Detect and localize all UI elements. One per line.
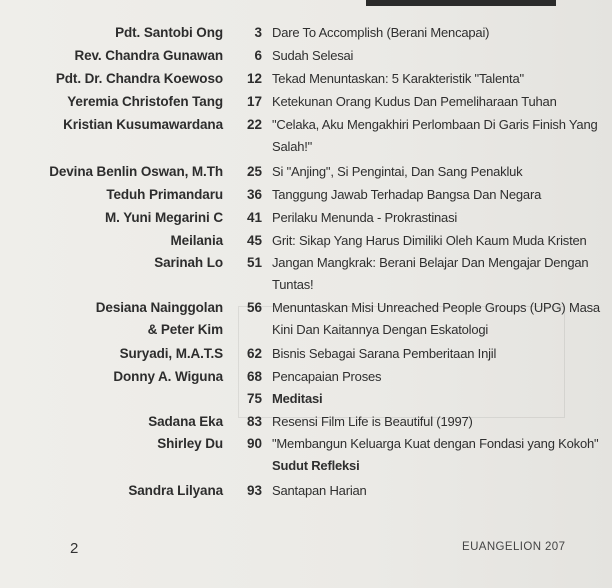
entry-page-number: 56	[246, 300, 262, 315]
entry-title: Tekad Menuntaskan: 5 Karakteristik "Talenta"	[272, 71, 524, 86]
entry-page-number: 93	[246, 483, 262, 498]
entry-title: "Membangun Keluarga Kuat dengan Fondasi yang Kokoh"	[272, 436, 599, 451]
toc-entry	[0, 230, 612, 252]
toc-entry	[0, 433, 612, 477]
toc-entry	[0, 388, 612, 410]
entry-page-number: 12	[246, 71, 262, 86]
entry-title-continued: Tuntas!	[272, 277, 314, 292]
entry-author: Kristian Kusumawardana	[63, 117, 223, 132]
entry-author: Rev. Chandra Gunawan	[74, 48, 223, 63]
entry-author: Teduh Primandaru	[106, 187, 223, 202]
entry-author: Sarinah Lo	[154, 255, 223, 270]
toc-entry	[0, 114, 612, 158]
entry-title: "Celaka, Aku Mengakhiri Perlombaan Di Garis Finish Yang	[272, 117, 598, 132]
entry-author-continued: & Peter Kim	[147, 322, 223, 337]
entry-page-number: 75	[246, 391, 262, 406]
toc-entry	[0, 91, 612, 113]
entry-title: Ketekunan Orang Kudus Dan Pemeliharaan Tuhan	[272, 94, 557, 109]
entry-author: M. Yuni Megarini C	[105, 210, 223, 225]
entry-title: Sudah Selesai	[272, 48, 354, 63]
entry-page-number: 25	[246, 164, 262, 179]
toc-entry	[0, 480, 612, 502]
entry-author: Meilania	[170, 233, 223, 248]
toc-entry	[0, 68, 612, 90]
entry-author: Pdt. Dr. Chandra Koewoso	[55, 71, 223, 86]
entry-author: Sandra Lilyana	[128, 483, 223, 498]
entry-title: Meditasi	[272, 391, 323, 406]
entry-author: Shirley Du	[157, 436, 223, 451]
entry-title: Jangan Mangkrak: Berani Belajar Dan Mengajar Dengan	[272, 255, 589, 270]
entry-title: Tanggung Jawab Terhadap Bangsa Dan Negara	[272, 187, 542, 202]
page-number: 2	[70, 540, 79, 557]
entry-title-continued: Kini Dan Kaitannya Dengan Eskatologi	[272, 322, 489, 337]
entry-author: Suryadi, M.A.T.S	[119, 346, 223, 361]
entry-page-number: 90	[246, 436, 262, 451]
toc-entry	[0, 366, 612, 388]
entry-author: Desiana Nainggolan	[95, 300, 223, 315]
toc-entry	[0, 411, 612, 433]
toc-entry	[0, 207, 612, 229]
entry-title: Dare To Accomplish (Berani Mencapai)	[272, 25, 490, 40]
entry-title: Si "Anjing", Si Pengintai, Dan Sang Penakluk	[272, 164, 523, 179]
entry-page-number: 45	[246, 233, 262, 248]
entry-title: Menuntaskan Misi Unreached People Groups (UPG) Masa	[272, 300, 600, 315]
entry-title: Perilaku Menunda - Prokrastinasi	[272, 210, 458, 225]
entry-page-number: 83	[246, 414, 262, 429]
entry-title: Pencapaian Proses	[272, 369, 382, 384]
header-bar	[366, 0, 556, 6]
entry-page-number: 17	[246, 94, 262, 109]
entry-title: Bisnis Sebagai Sarana Pemberitaan Injil	[272, 346, 497, 361]
entry-title: Resensi Film Life is Beautiful (1997)	[272, 414, 473, 429]
entry-page-number: 3	[254, 25, 262, 40]
entry-title: Grit: Sikap Yang Harus Dimiliki Oleh Kaum Muda Kristen	[272, 233, 587, 248]
entry-page-number: 41	[246, 210, 262, 225]
toc-entry	[0, 184, 612, 206]
entry-title-continued: Salah!"	[272, 139, 313, 154]
toc-entry	[0, 22, 612, 44]
entry-author: Donny A. Wiguna	[113, 369, 223, 384]
entry-page-number: 51	[246, 255, 262, 270]
entry-author: Pdt. Santobi Ong	[115, 25, 223, 40]
entry-author: Yeremia Christofen Tang	[67, 94, 223, 109]
entry-author: Devina Benlin Oswan, M.Th	[49, 164, 223, 179]
toc-entry	[0, 252, 612, 296]
entry-page-number: 36	[246, 187, 262, 202]
toc-entry	[0, 45, 612, 67]
entry-page-number: 6	[254, 48, 262, 63]
toc-entry	[0, 343, 612, 365]
section-heading: Sudut Refleksi	[272, 458, 360, 473]
toc-entry	[0, 297, 612, 341]
entry-title: Santapan Harian	[272, 483, 367, 498]
magazine-issue: EUANGELION 207	[462, 541, 566, 553]
entry-page-number: 68	[246, 369, 262, 384]
entry-page-number: 22	[246, 117, 262, 132]
entry-author: Sadana Eka	[148, 414, 223, 429]
entry-page-number: 62	[246, 346, 262, 361]
toc-entry	[0, 161, 612, 183]
